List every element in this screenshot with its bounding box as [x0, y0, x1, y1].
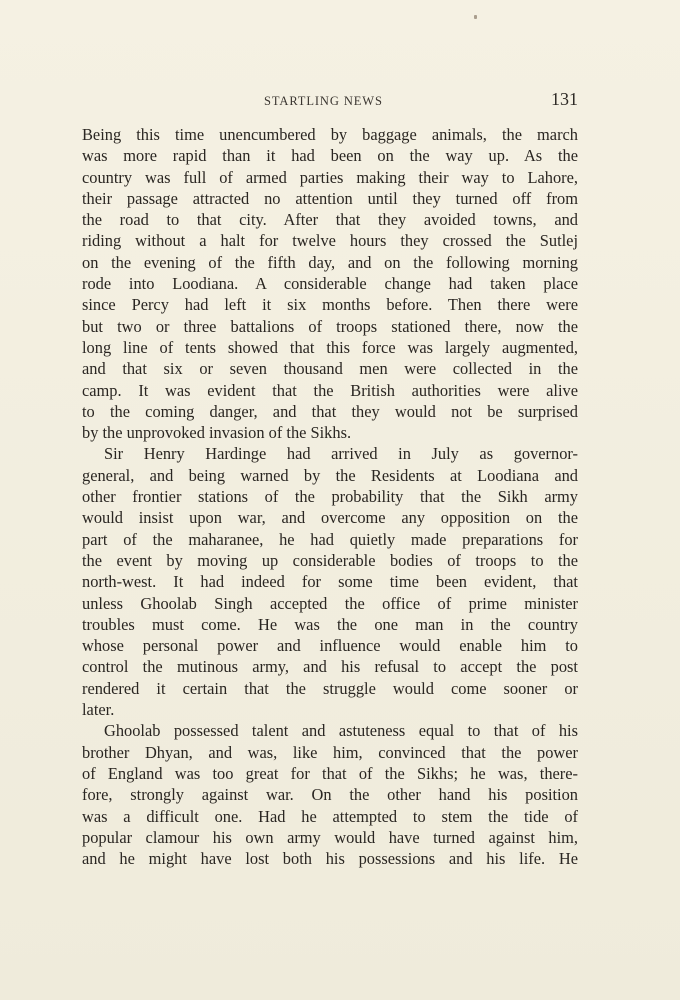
text-line: whose personal power and influence would enable him to — [82, 636, 578, 656]
text-line: Being this time unencumbered by baggage animals, the march — [82, 125, 578, 144]
text-line: was a difficult one. Had he attempted to stem the tide of — [82, 806, 578, 826]
text-line: but two or three battalions of troops stationed there, now the — [82, 316, 578, 336]
text-line: by the unprovoked invasion of the Sikhs. — [82, 423, 352, 443]
text-line: other frontier stations of the probability that the Sikh army — [82, 487, 578, 507]
text-line: their passage attracted no attention until they turned off from — [82, 188, 578, 208]
text-line: riding without a halt for twelve hours they crossed the Sutlej — [82, 231, 578, 251]
text-line: of England was too great for that of the Sikhs; he was, there- — [82, 763, 578, 783]
text-line: to the coming danger, and that they would not be surprised — [82, 401, 578, 421]
text-line: later. — [82, 700, 115, 720]
text-line: and that six or seven thousand men were collected in the — [82, 359, 578, 379]
running-head: STARTLING NEWS — [264, 94, 383, 108]
text-line: country was full of armed parties making their way to Lahore, — [82, 167, 578, 187]
page-number: 131 — [551, 89, 578, 109]
text-line: fore, strongly against war. On the other hand his position — [82, 785, 578, 805]
text-line: popular clamour his own army would have turned against him, — [82, 827, 578, 847]
text-line: would insist upon war, and overcome any opposition on the — [82, 508, 578, 528]
text-line: brother Dhyan, and was, like him, convinced that the power — [82, 742, 578, 762]
text-line: rendered it certain that the struggle would come sooner or — [82, 678, 578, 698]
text-line: north-west. It had indeed for some time been evident, that — [82, 572, 578, 592]
text-line: rode into Loodiana. A considerable change had taken place — [82, 274, 578, 294]
text-line: Sir Henry Hardinge had arrived in July as governor- — [104, 444, 578, 464]
text-line: the event by moving up considerable bodies of troops to the — [82, 550, 578, 570]
text-line: Ghoolab possessed talent and astuteness equal to that of his — [104, 721, 578, 741]
text-line: the road to that city. After that they avoided towns, and — [82, 210, 578, 230]
text-line: control the mutinous army, and his refusal to accept the post — [82, 657, 578, 677]
page-header — [82, 89, 578, 113]
text-line: long line of tents showed that this force was largely augmented, — [82, 337, 578, 357]
text-line: general, and being warned by the Residents at Loodiana and — [82, 465, 578, 485]
text-line: camp. It was evident that the British authorities were alive — [82, 380, 578, 400]
text-line: and he might have lost both his possessions and his life. He — [82, 849, 578, 869]
paper-speck — [474, 15, 477, 19]
text-line: was more rapid than it had been on the way up. As the — [82, 146, 578, 166]
text-line: unless Ghoolab Singh accepted the office of prime minister — [82, 593, 578, 613]
body-text — [82, 124, 578, 869]
text-line: troubles must come. He was the one man in the country — [82, 614, 578, 634]
text-line: on the evening of the fifth day, and on the following morning — [82, 252, 578, 272]
text-line: since Percy had left it six months before. Then there were — [82, 295, 578, 315]
text-line: part of the maharanee, he had quietly made preparations for — [82, 529, 578, 549]
